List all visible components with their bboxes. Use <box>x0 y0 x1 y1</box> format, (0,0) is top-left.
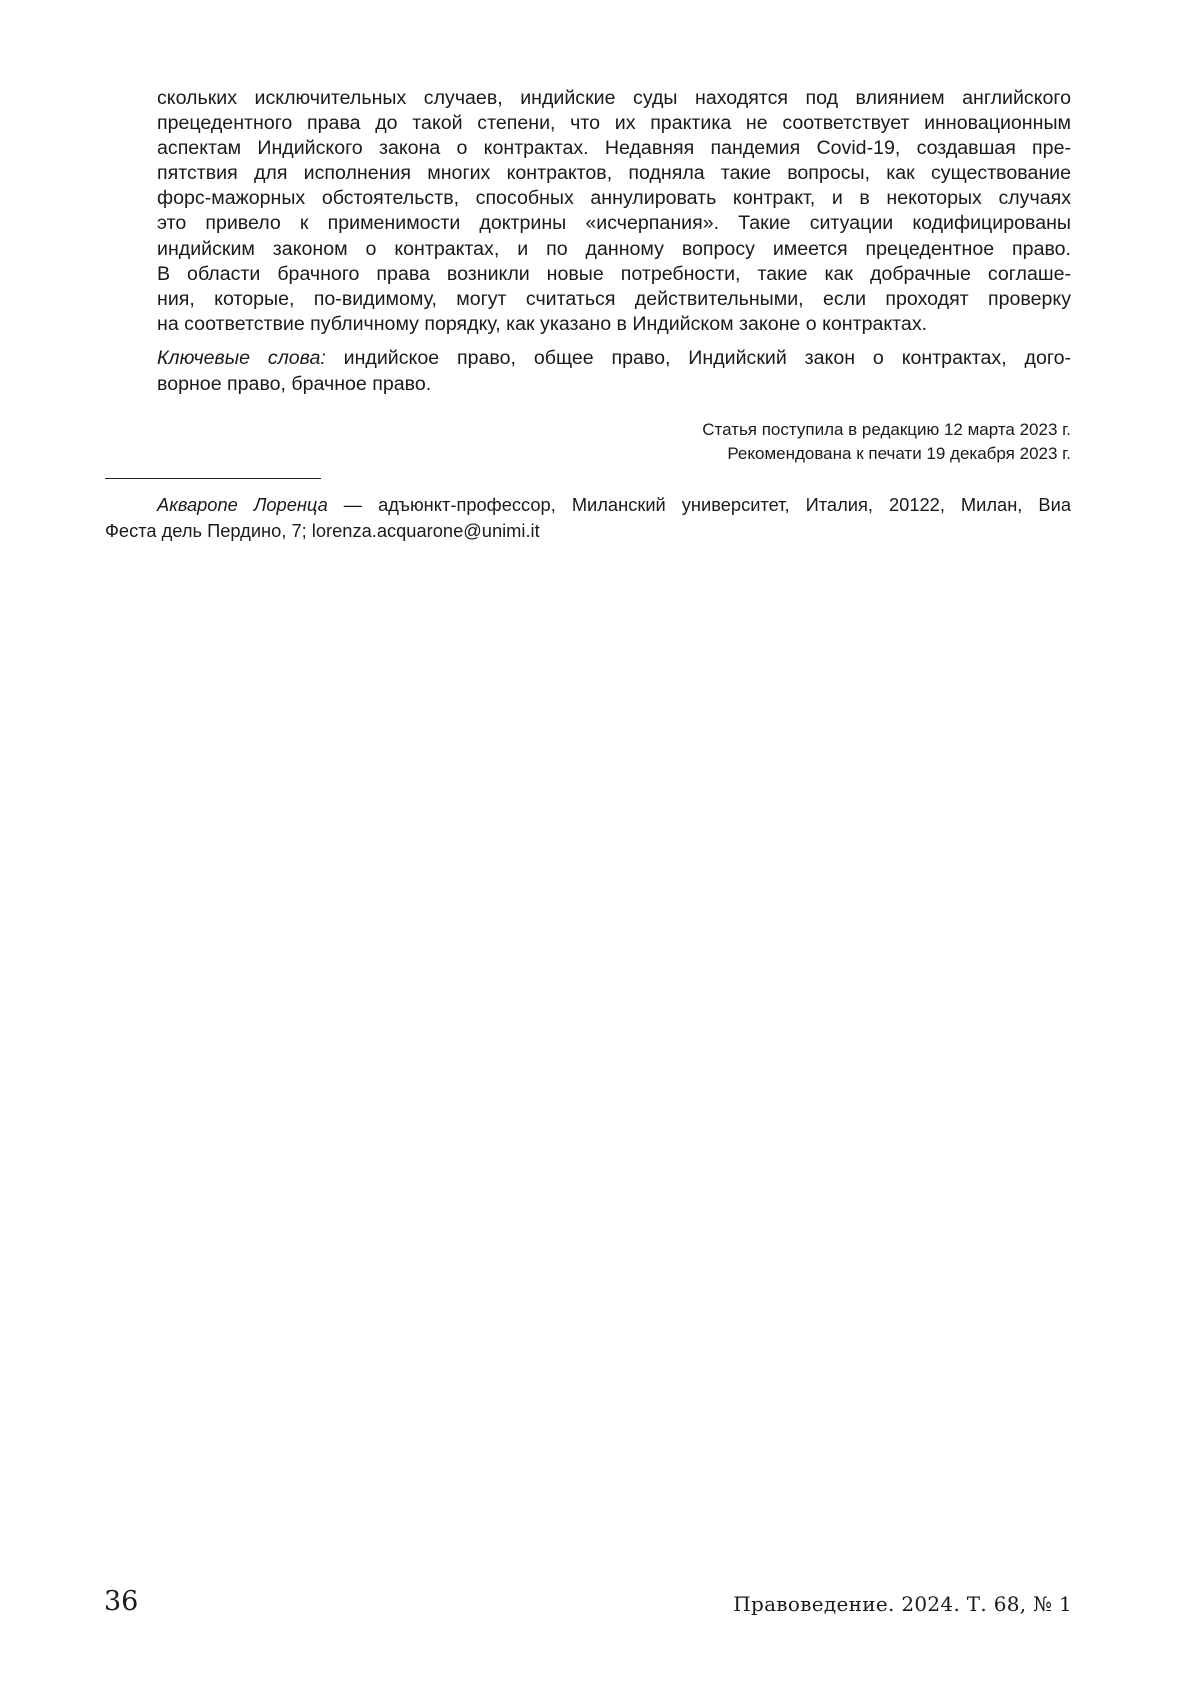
keywords-block <box>157 346 1071 397</box>
footnote-divider <box>105 478 321 479</box>
footnote-line-1 <box>105 492 1071 518</box>
journal-reference: Правоведение. 2024. Т. 68, № 1 <box>733 1592 1072 1616</box>
abstract-line: аспектам Индийского закона о контрактах. Недавняя пандемия Covid-19, создавшая пре- <box>157 137 1071 160</box>
keywords-line-1 <box>157 346 1071 372</box>
article-dates <box>702 418 1071 466</box>
abstract-line: прецедентного права до такой степени, что их практика не соответствует инновационным <box>157 112 1071 135</box>
abstract-line: пятствия для исполнения многих контрактов, подняла такие вопросы, как существование <box>157 162 1071 185</box>
abstract-line: это привело к применимости доктрины «исчерпания». Такие ситуации кодифицированы <box>157 212 1071 235</box>
abstract-text <box>157 86 1071 337</box>
abstract-line: форс-мажорных обстоятельств, способных аннулировать контракт, и в некоторых случаях <box>157 187 1071 210</box>
author-affiliation: — адъюнкт-профессор, Миланский университет, Италия, 20122, Милан, Виа <box>327 494 1071 515</box>
abstract-line: скольких исключительных случаев, индийские суды находятся под влиянием английского <box>157 87 1071 109</box>
accepted-date: Рекомендована к печати 19 декабря 2023 г. <box>727 444 1071 463</box>
author-name: Акварone Лоренца <box>157 494 328 515</box>
abstract-line: на соответствие публичному порядку, как указано в Индийском законе о контрактах. <box>157 312 928 335</box>
keywords-line-2: ворное право, брачное право. <box>157 372 432 395</box>
keywords-text: индийское право, общее право, Индийский закон о контрактах, дого- <box>325 347 1072 369</box>
keywords-label: Ключевые слова: <box>157 347 326 369</box>
footnote-line-2: Феста дель Пердино, 7; lorenza.acquarone@unimi.it <box>105 520 540 541</box>
author-footnote <box>105 492 1071 544</box>
abstract-line: индийским законом о контрактах, и по данному вопросу имеется прецедентное право. <box>157 237 1071 260</box>
page-number: 36 <box>104 1586 139 1617</box>
abstract-line: В области брачного права возникли новые потребности, такие как добрачные соглаше- <box>157 262 1071 285</box>
received-date: Статья поступила в редакцию 12 марта 2023 г. <box>702 420 1071 439</box>
abstract-line: ния, которые, по-видимому, могут считаться действительными, если проходят проверку <box>157 287 1071 310</box>
